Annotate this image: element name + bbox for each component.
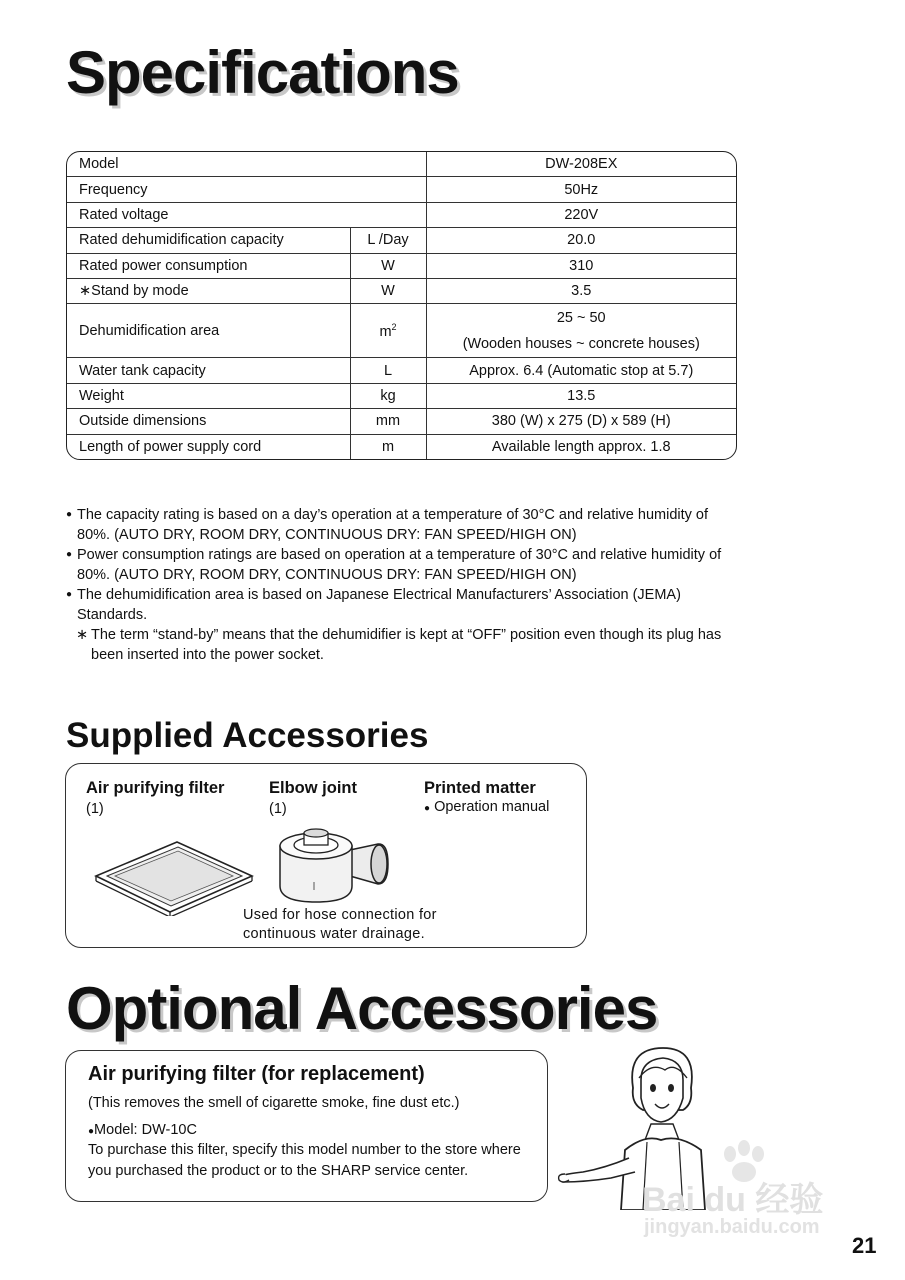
table-row bbox=[67, 177, 736, 202]
spec-unit: mm bbox=[350, 409, 426, 434]
note-item bbox=[66, 505, 742, 545]
accessory-qty: (1) bbox=[86, 801, 104, 817]
bullet-icon: ● bbox=[424, 803, 431, 814]
accessory-name: Elbow joint bbox=[269, 779, 357, 797]
spec-unit: L bbox=[350, 358, 426, 383]
elbow-joint-illustration-icon bbox=[266, 826, 396, 906]
accessory-name: Printed matter bbox=[424, 779, 536, 797]
spec-value: 380 (W) x 275 (D) x 589 (H) bbox=[426, 409, 736, 434]
optional-item-heading: Air purifying filter (for replacement) bbox=[88, 1063, 425, 1085]
spec-label: Rated power consumption bbox=[67, 253, 350, 278]
accessory-item bbox=[424, 799, 549, 815]
spec-notes bbox=[66, 505, 742, 665]
spec-label: ∗Stand by mode bbox=[67, 279, 350, 304]
bullet-icon: ● bbox=[66, 549, 73, 560]
table-row bbox=[67, 304, 736, 358]
supplied-accessories-box bbox=[65, 763, 587, 948]
spec-label: Water tank capacity bbox=[67, 358, 350, 383]
spec-value: Approx. 6.4 (Automatic stop at 5.7) bbox=[426, 358, 736, 383]
spec-label: Rated dehumidification capacity bbox=[67, 228, 350, 253]
spec-value bbox=[426, 304, 736, 358]
watermark bbox=[640, 1140, 855, 1250]
note-item bbox=[66, 625, 742, 665]
spec-unit: W bbox=[350, 279, 426, 304]
spec-unit: m bbox=[350, 434, 426, 459]
spec-label: Model bbox=[67, 152, 426, 177]
table-row bbox=[67, 383, 736, 408]
spec-value-line: 25 ~ 50 bbox=[556, 309, 606, 326]
spec-unit bbox=[350, 304, 426, 358]
page-title: Specifications bbox=[66, 39, 459, 106]
watermark-url: jingyan.baidu.com bbox=[644, 1216, 820, 1238]
spec-value-line: (Wooden houses ~ concrete houses) bbox=[462, 335, 700, 352]
spec-unit: L /Day bbox=[350, 228, 426, 253]
elbow-usage-note: Used for hose connection for continuous water drainage. bbox=[243, 907, 437, 942]
accessory-name: Air purifying filter bbox=[86, 779, 225, 797]
page-number: 21 bbox=[852, 1233, 877, 1258]
table-row bbox=[67, 434, 736, 459]
spec-value: 50Hz bbox=[426, 177, 736, 202]
spec-label: Weight bbox=[67, 383, 350, 408]
accessory-item-text: Operation manual bbox=[434, 799, 550, 815]
section-title: Supplied Accessories bbox=[66, 716, 429, 755]
note-item bbox=[66, 585, 742, 625]
optional-item-description: (This removes the smell of cigarette smoke, fine dust etc.) bbox=[88, 1095, 460, 1111]
bullet-icon: ● bbox=[66, 509, 73, 520]
spec-value: 13.5 bbox=[426, 383, 736, 408]
note-text: The capacity rating is based on a day’s operation at a temperature of 30°C and relative humidity of 80%. (AUTO DRY, ROOM DRY, CONTINUOUS DRY: FAN SPEED/HIGH ON) bbox=[77, 507, 709, 543]
table-row bbox=[67, 202, 736, 227]
spec-value: 310 bbox=[426, 253, 736, 278]
accessory-qty: (1) bbox=[269, 801, 287, 817]
optional-item-model bbox=[88, 1120, 536, 1142]
purchase-instructions: To purchase this filter, specify this model number to the store where you purchased the product or to the SHARP service center. bbox=[88, 1142, 521, 1179]
model-text: Model: DW-10C bbox=[94, 1122, 197, 1138]
spec-value: Available length approx. 1.8 bbox=[491, 438, 671, 455]
note-text: The dehumidification area is based on Japanese Electrical Manufacturers’ Association (JEMA) Standards. bbox=[77, 587, 681, 623]
watermark-brand: Bai du 经验 bbox=[642, 1181, 824, 1219]
unit-superscript: 2 bbox=[391, 321, 397, 332]
spec-label: Outside dimensions bbox=[67, 409, 350, 434]
bullet-icon: ● bbox=[88, 1126, 95, 1137]
unit-base: m bbox=[379, 323, 392, 340]
table-row bbox=[67, 358, 736, 383]
table-row bbox=[67, 228, 736, 253]
table-row bbox=[67, 409, 736, 434]
spec-value: 3.5 bbox=[426, 279, 736, 304]
spec-table bbox=[66, 151, 737, 460]
spec-value: 20.0 bbox=[426, 228, 736, 253]
table-row bbox=[67, 279, 736, 304]
note-item bbox=[66, 545, 742, 585]
spec-unit: W bbox=[350, 253, 426, 278]
optional-accessories-box bbox=[65, 1050, 548, 1202]
table-row bbox=[67, 253, 736, 278]
note-text: Power consumption ratings are based on operation at a temperature of 30°C and relative humidity of 80%. (AUTO DRY, ROOM DRY, CONTINUOUS DRY: FAN SPEED/HIGH ON) bbox=[77, 547, 722, 583]
spec-label: Frequency bbox=[67, 177, 426, 202]
spec-label: Rated voltage bbox=[67, 202, 426, 227]
bullet-icon: ● bbox=[66, 589, 73, 600]
asterisk-icon: ∗ bbox=[76, 627, 89, 643]
table-row bbox=[67, 152, 736, 177]
spec-value: DW-208EX bbox=[426, 152, 736, 177]
spec-label: Length of power supply cord bbox=[67, 434, 350, 459]
spec-unit: kg bbox=[350, 383, 426, 408]
filter-illustration-icon bbox=[92, 836, 257, 916]
section-title: Optional Accessories bbox=[66, 975, 658, 1042]
spec-label: Dehumidification area bbox=[67, 304, 350, 358]
note-text: The term “stand-by” means that the dehumidifier is kept at “OFF” position even though its plug has been inserted into the power socket. bbox=[91, 627, 722, 663]
spec-value: 220V bbox=[426, 202, 736, 227]
